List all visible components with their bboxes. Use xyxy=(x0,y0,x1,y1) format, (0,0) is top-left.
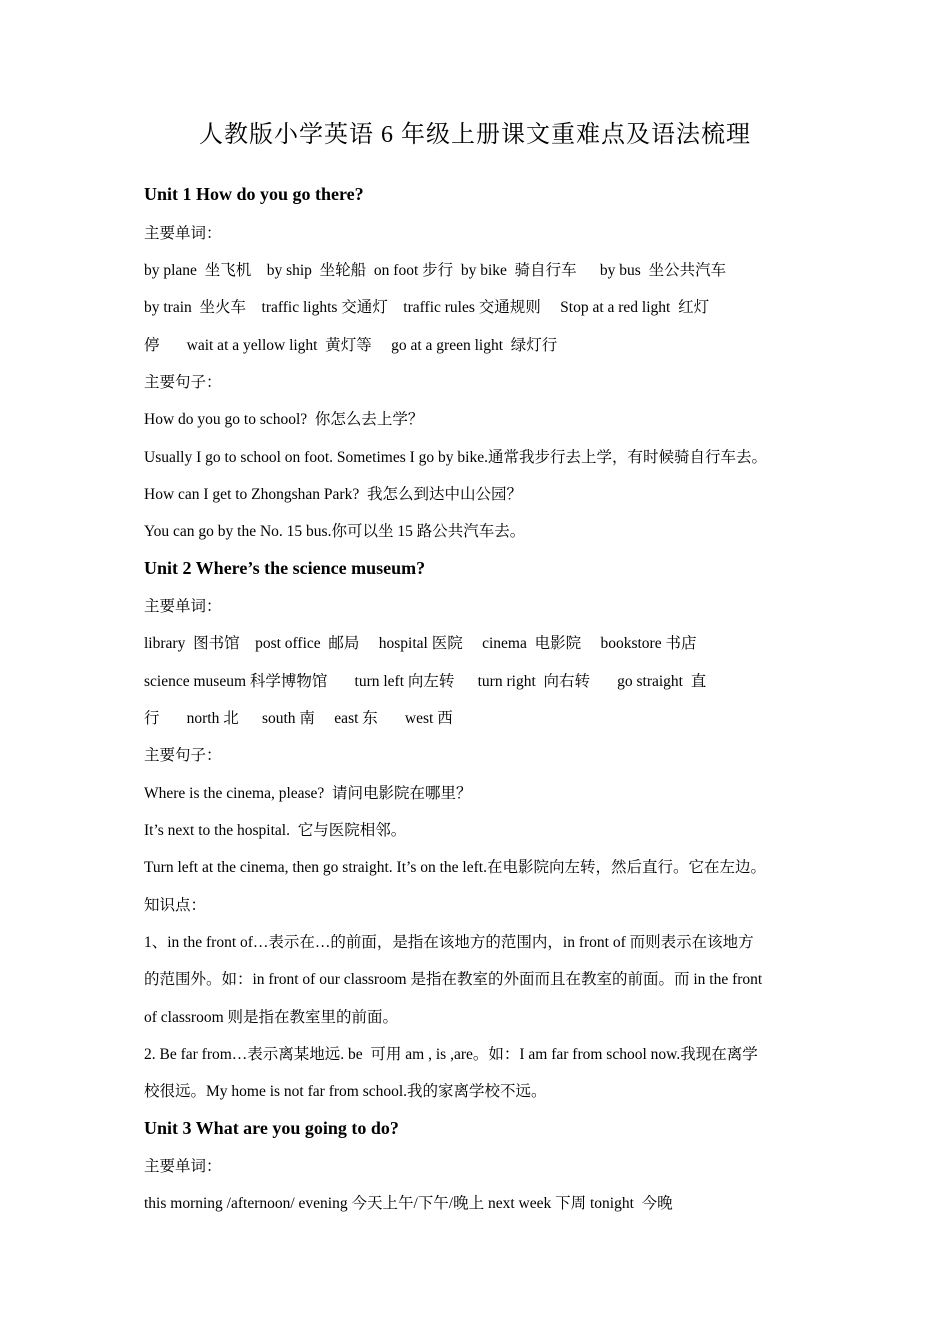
unit2-knowledge-label: 知识点： xyxy=(144,897,207,914)
unit2-sentence: Where is the cinema, please? 请问电影院在哪里？ xyxy=(144,785,472,802)
unit2-knowledge-line: 的范围外。如：in front of our classroom 是指在教室的外面而且在教室的前面。而 in the front xyxy=(144,971,763,988)
unit2-knowledge-line: 2. Be far from…表示离某地远. be 可用 am , is ,are。如：I am far from school now.我现在离学 xyxy=(144,1046,758,1063)
unit1-vocab-line: 停 wait at a yellow light 黄灯等 go at a green light 绿灯行 xyxy=(144,337,558,354)
unit1-heading: Unit 1 How do you go there? xyxy=(144,184,364,204)
unit1-sentence: How do you go to school? 你怎么去上学？ xyxy=(144,411,424,428)
unit1-sentence: You can go by the No. 15 bus.你可以坐 15 路公共汽车去。 xyxy=(144,523,526,540)
unit3-vocab-line: this morning /afternoon/ evening 今天上午/下午/晚上 next week 下周 tonight 今晚 xyxy=(144,1195,673,1212)
unit1-sentences-label: 主要句子： xyxy=(144,374,222,391)
unit2-knowledge-line: 1、in the front of…表示在…的前面，是指在该地方的范围内，in front of 而则表示在该地方 xyxy=(144,934,754,951)
unit1-sentence: Usually I go to school on foot. Sometimes I go by bike.通常我步行去上学，有时候骑自行车去。 xyxy=(144,449,767,466)
unit2-sentence: It’s next to the hospital. 它与医院相邻。 xyxy=(144,822,407,839)
unit2-vocab-line: science museum 科学博物馆 turn left 向左转 turn right 向右转 go straight 直 xyxy=(144,673,707,690)
unit1-vocab-label: 主要单词： xyxy=(144,225,222,242)
unit2-vocab-label: 主要单词： xyxy=(144,598,222,615)
unit2-sentences-label: 主要句子： xyxy=(144,747,222,764)
unit3-heading: Unit 3 What are you going to do? xyxy=(144,1118,399,1138)
unit2-vocab-line: library 图书馆 post office 邮局 hospital 医院 cinema 电影院 bookstore 书店 xyxy=(144,635,697,652)
unit3-vocab-label: 主要单词： xyxy=(144,1158,222,1175)
unit2-vocab-line: 行 north 北 south 南 east 东 west 西 xyxy=(144,710,453,727)
unit2-sentence: Turn left at the cinema, then go straight. It’s on the left.在电影院向左转，然后直行。它在左边。 xyxy=(144,859,766,876)
unit2-knowledge-line: 校很远。My home is not far from school.我的家离学校不远。 xyxy=(144,1083,547,1100)
unit1-sentence: How can I get to Zhongshan Park? 我怎么到达中山公园？ xyxy=(144,486,522,503)
unit1-vocab-line: by plane 坐飞机 by ship 坐轮船 on foot 步行 by bike 骑自行车 by bus 坐公共汽车 xyxy=(144,262,727,279)
unit1-vocab-line: by train 坐火车 traffic lights 交通灯 traffic rules 交通规则 Stop at a red light 红灯 xyxy=(144,299,710,316)
unit2-knowledge-line: of classroom 则是指在教室里的前面。 xyxy=(144,1009,399,1026)
unit2-heading: Unit 2 Where’s the science museum? xyxy=(144,558,426,578)
document-title: 人教版小学英语 6 年级上册课文重难点及语法梳理 xyxy=(199,122,751,148)
